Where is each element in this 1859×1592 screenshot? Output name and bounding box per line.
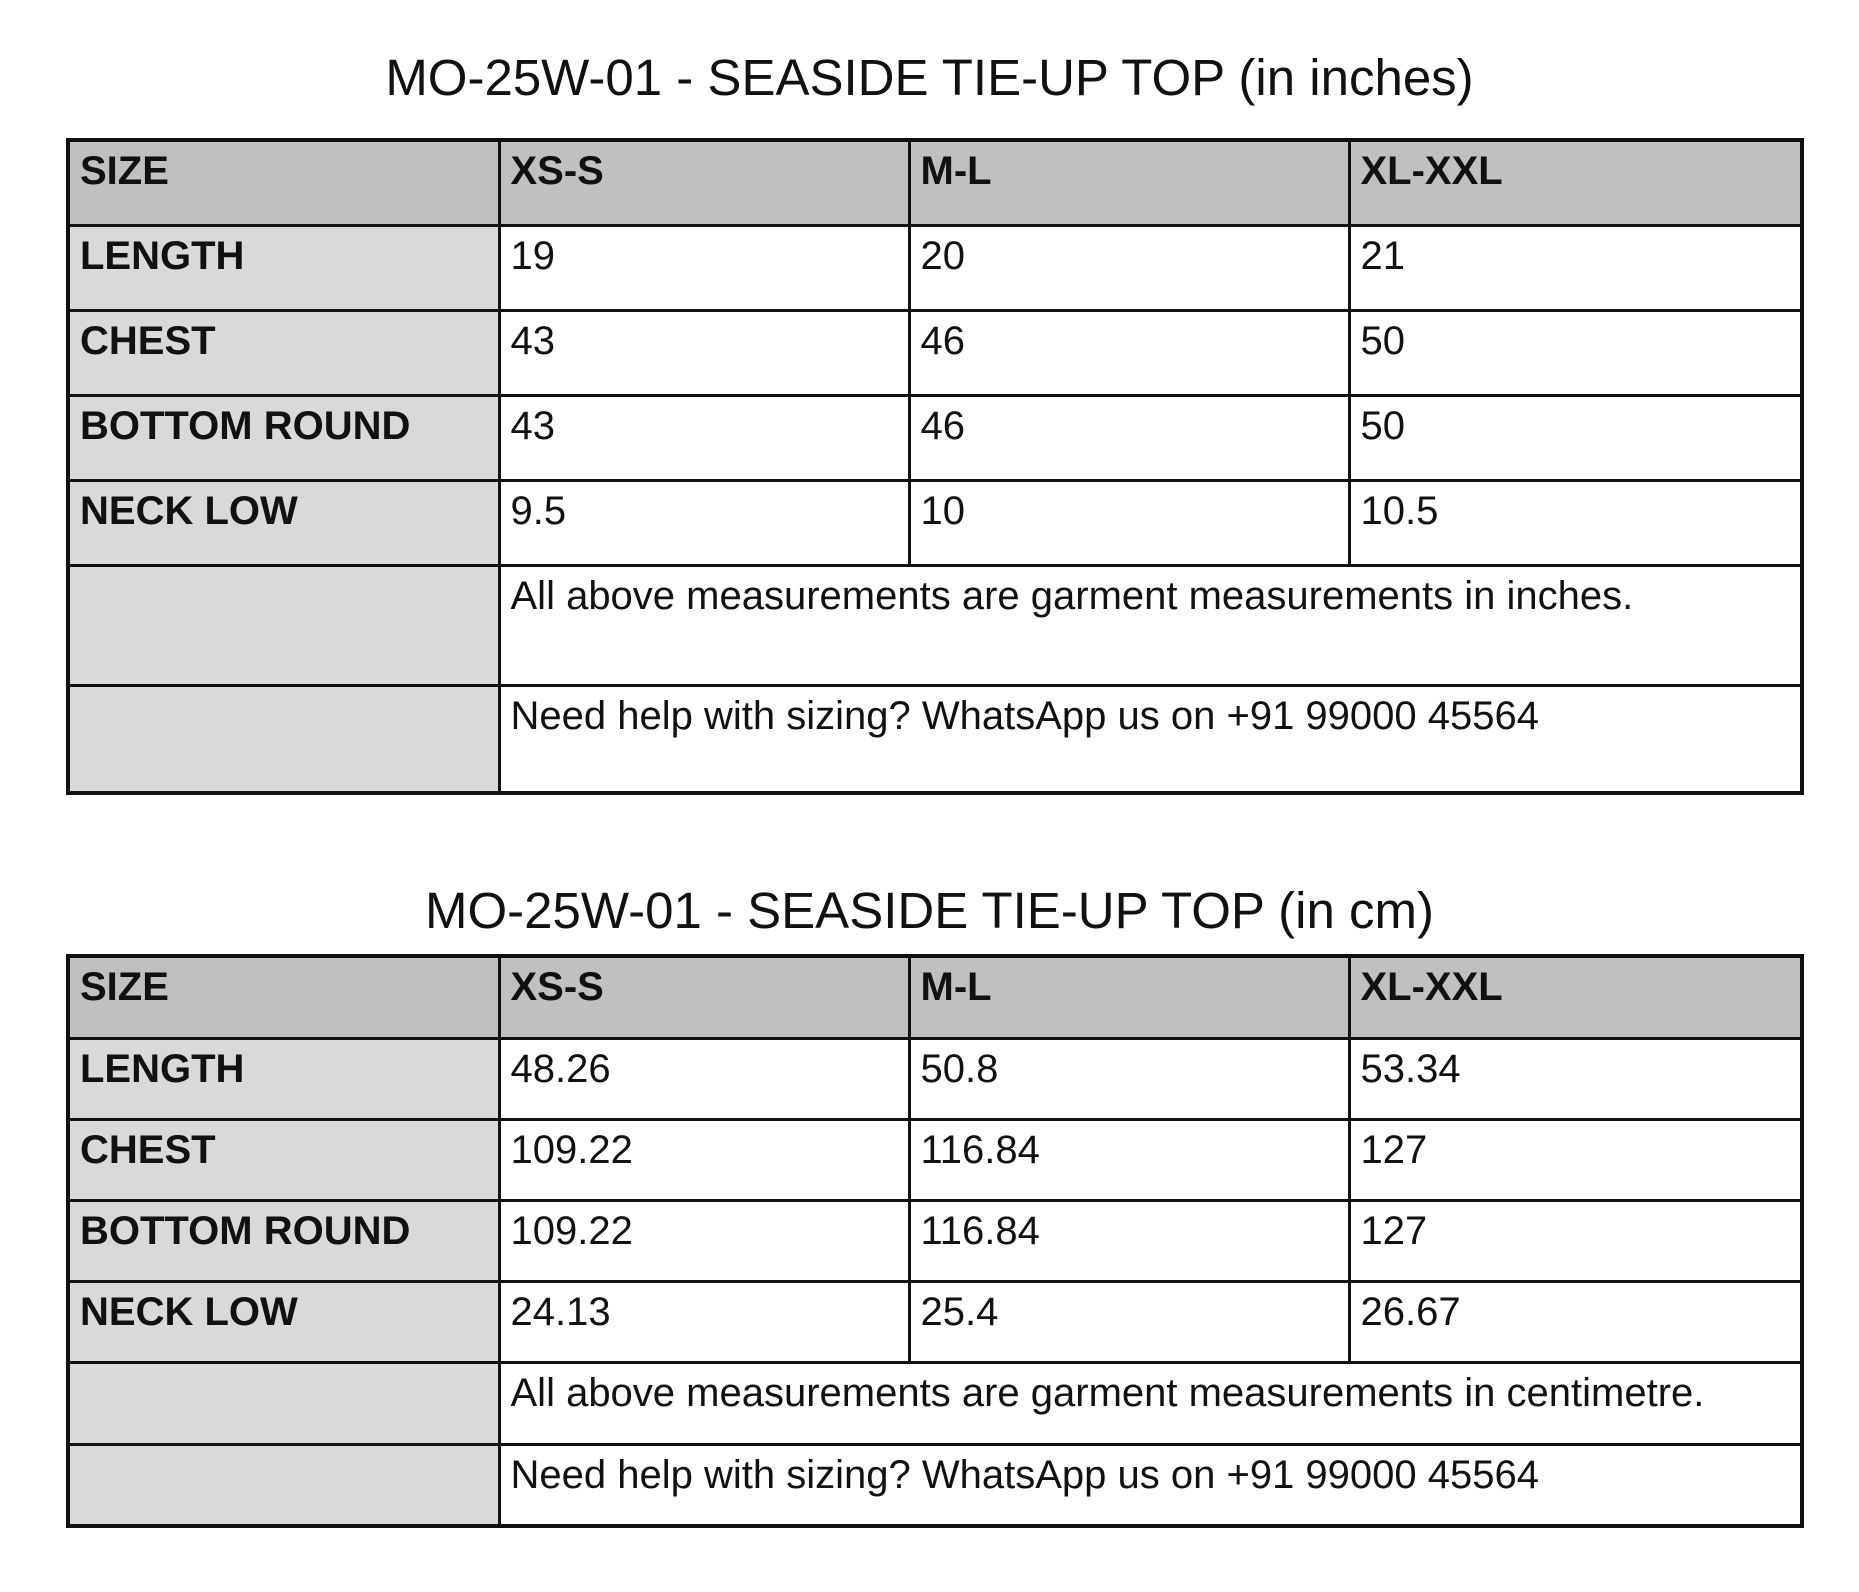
table-note-row: [68, 565, 1802, 685]
table-row: [68, 225, 1802, 310]
table-cell: 26.67: [1349, 1281, 1802, 1362]
table-cell: 50: [1349, 310, 1802, 395]
table-cell: 48.26: [499, 1038, 909, 1119]
sizing-help-text: Need help with sizing? WhatsApp us on +91 99000 45564: [499, 685, 1802, 793]
table-cell: 109.22: [499, 1119, 909, 1200]
table-header-row: [68, 956, 1802, 1038]
header-cell-size: SIZE: [68, 140, 499, 225]
row-label-length: LENGTH: [68, 1038, 499, 1119]
table-cell: 109.22: [499, 1200, 909, 1281]
table-cell: 46: [909, 310, 1349, 395]
row-label-length: LENGTH: [68, 225, 499, 310]
table-row: [68, 1281, 1802, 1362]
table-row: [68, 395, 1802, 480]
header-cell-xs-s: XS-S: [499, 140, 909, 225]
header-cell-size: SIZE: [68, 956, 499, 1038]
header-cell-m-l: M-L: [909, 956, 1349, 1038]
inch-table-title: MO-25W-01 - SEASIDE TIE-UP TOP (in inches): [385, 49, 1474, 106]
table-cell: 20: [909, 225, 1349, 310]
table-cell: 25.4: [909, 1281, 1349, 1362]
table-cell: 10.5: [1349, 480, 1802, 565]
table-help-row: [68, 1444, 1802, 1526]
table-cell: 43: [499, 310, 909, 395]
row-label-neck-low: NECK LOW: [68, 480, 499, 565]
blank-label-cell: [68, 1444, 499, 1526]
table-help-row: [68, 685, 1802, 793]
header-cell-xl-xxl: XL-XXL: [1349, 956, 1802, 1038]
table-cell: 46: [909, 395, 1349, 480]
table-cell: 50.8: [909, 1038, 1349, 1119]
table-cell: 24.13: [499, 1281, 909, 1362]
table-cell: 50: [1349, 395, 1802, 480]
header-cell-xs-s: XS-S: [499, 956, 909, 1038]
table-note-row: [68, 1362, 1802, 1444]
table-cell: 116.84: [909, 1200, 1349, 1281]
table-cell: 21: [1349, 225, 1802, 310]
size-chart-table-cm: [66, 954, 1804, 1528]
table-row: [68, 310, 1802, 395]
table-cell: 127: [1349, 1119, 1802, 1200]
table-cell: 19: [499, 225, 909, 310]
cm-table-title: MO-25W-01 - SEASIDE TIE-UP TOP (in cm): [425, 882, 1434, 939]
row-label-neck-low: NECK LOW: [68, 1281, 499, 1362]
row-label-bottom-round: BOTTOM ROUND: [68, 395, 499, 480]
sizing-help-text: Need help with sizing? WhatsApp us on +91 99000 45564: [499, 1444, 1802, 1526]
table-cell: 9.5: [499, 480, 909, 565]
table-cell: 127: [1349, 1200, 1802, 1281]
row-label-bottom-round: BOTTOM ROUND: [68, 1200, 499, 1281]
blank-label-cell: [68, 685, 499, 793]
table-cell: 53.34: [1349, 1038, 1802, 1119]
table-cell: 10: [909, 480, 1349, 565]
header-cell-xl-xxl: XL-XXL: [1349, 140, 1802, 225]
row-label-chest: CHEST: [68, 1119, 499, 1200]
table-cell: 116.84: [909, 1119, 1349, 1200]
table-row: [68, 1200, 1802, 1281]
table-header-row: [68, 140, 1802, 225]
row-label-chest: CHEST: [68, 310, 499, 395]
measurement-note: All above measurements are garment measurements in centimetre.: [499, 1362, 1802, 1444]
table-row: [68, 480, 1802, 565]
table-row: [68, 1119, 1802, 1200]
size-chart-table-inches: [66, 138, 1804, 795]
measurement-note: All above measurements are garment measurements in inches.: [499, 565, 1802, 685]
table-cell: 43: [499, 395, 909, 480]
table-row: [68, 1038, 1802, 1119]
blank-label-cell: [68, 1362, 499, 1444]
blank-label-cell: [68, 565, 499, 685]
header-cell-m-l: M-L: [909, 140, 1349, 225]
